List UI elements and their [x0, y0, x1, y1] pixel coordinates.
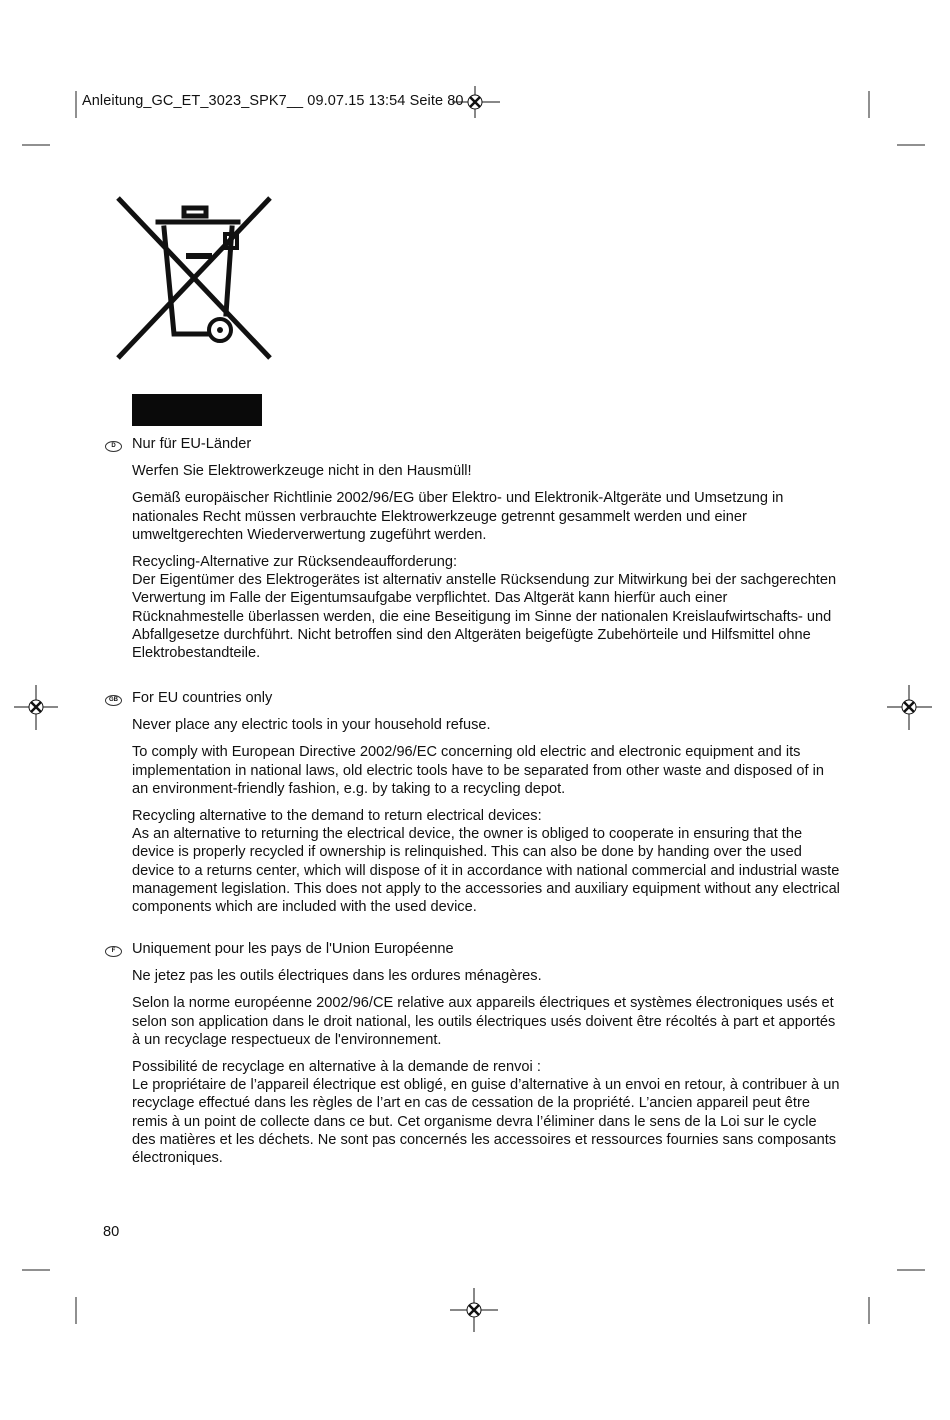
- paragraph-body: As an alternative to returning the electrical device, the owner is obliged to cooperate in ensuring that the device is properly recycled if ownership is relinquished. This can also be done by handing over the used device to a returns center, which will dispose of it in accordance with national commercial and industrial waste management legislation. This does not apply to the accessories and auxiliary equipment without any electrical components which are included with the used device.: [132, 826, 840, 916]
- paragraph-body: Der Eigentümer des Elektrogerätes ist alternativ anstelle Rücksendung zur Mitwirkung bei der sachgerechten Verwertung im Falle der Eigentumsaufgabe verpflichtet. Das Altgerät kann hierfür auch einer Rücknahmestelle überlassen werden, die eine Beseitigung im Sinne der nationalen Kreislaufwirtschafts- und Abfallgesetze durchführt. Nicht betroffen sind den Altgeräten beigefügte Zubehörteile und Hilfsmittel ohne Elektrobestandteile.: [132, 572, 837, 662]
- crossed-out-wheelie-bin-icon: [116, 196, 272, 362]
- section-heading: Nur für EU-Länder: [132, 436, 252, 452]
- section-fr: [132, 940, 842, 1167]
- paragraph: Gemäß europäischer Richtlinie 2002/96/EG über Elektro- und Elektronik-Altgeräte und Umsetzung in nationales Recht müssen verbrauchte Elektrowerkzeuge getrennt gesammelt werden und einer umweltgerechten Wiederverwertung zugeführt werden.: [132, 490, 784, 543]
- paragraph-title: Recycling alternative to the demand to return electrical devices:: [132, 808, 542, 825]
- print-header: Anleitung_GC_ET_3023_SPK7__ 09.07.15 13:54 Seite 80: [82, 93, 464, 109]
- paragraph: Ne jetez pas les outils électriques dans les ordures ménagères.: [132, 968, 542, 985]
- section-heading: Uniquement pour les pays de l'Union Européenne: [132, 941, 454, 957]
- paragraph-block: [132, 807, 842, 916]
- paragraph: Selon la norme européenne 2002/96/CE relative aux appareils électriques et systèmes électroniques usés et selon son application dans le droit national, les outils électriques usés doivent être récoltés à part et apportés à un recyclage respectueux de l'environnement.: [132, 995, 836, 1048]
- paragraph-block: [132, 1058, 842, 1167]
- registration-mark-bottom: [450, 1288, 498, 1332]
- registration-mark-left: [14, 685, 58, 730]
- section-heading: For EU countries only: [132, 690, 273, 706]
- black-bar: [132, 394, 262, 426]
- page-number: 80: [103, 1224, 120, 1240]
- section-de: [132, 435, 842, 662]
- section-gb: [132, 689, 842, 916]
- paragraph-block: [132, 553, 842, 662]
- language-badge-fr: F: [105, 946, 122, 957]
- paragraph: To comply with European Directive 2002/96/EC concerning old electric and electronic equipment and its implementation in national laws, old electric tools have to be separated from other waste and disposed of in an environment-friendly fashion, e.g. by taking to a recycling depot.: [132, 744, 824, 797]
- language-badge-gb: GB: [105, 695, 122, 706]
- paragraph-title: Possibilité de recyclage en alternative à la demande de renvoi :: [132, 1059, 541, 1076]
- registration-mark-right: [887, 685, 932, 730]
- language-badge-de: D: [105, 441, 122, 452]
- paragraph-title: Recycling-Alternative zur Rücksendeaufforderung:: [132, 554, 458, 571]
- paragraph: Never place any electric tools in your household refuse.: [132, 717, 491, 734]
- paragraph-body: Le propriétaire de l’appareil électrique est obligé, en guise d’alternative à un envoi en retour, à contribuer à un recyclage effectué dans les règles de l’art en cas de cessation de la propriété. L’ancien appareil peut être remis à un point de collecte dans ce but. Cet organisme devra l’éliminer dans le sens de la Loi sur le cycle des matières et les déchets. Ne sont pas concernés les accessoires et ressources fournies sans composants électroniques.: [132, 1077, 840, 1167]
- paragraph: Werfen Sie Elektrowerkzeuge nicht in den Hausmüll!: [132, 463, 472, 480]
